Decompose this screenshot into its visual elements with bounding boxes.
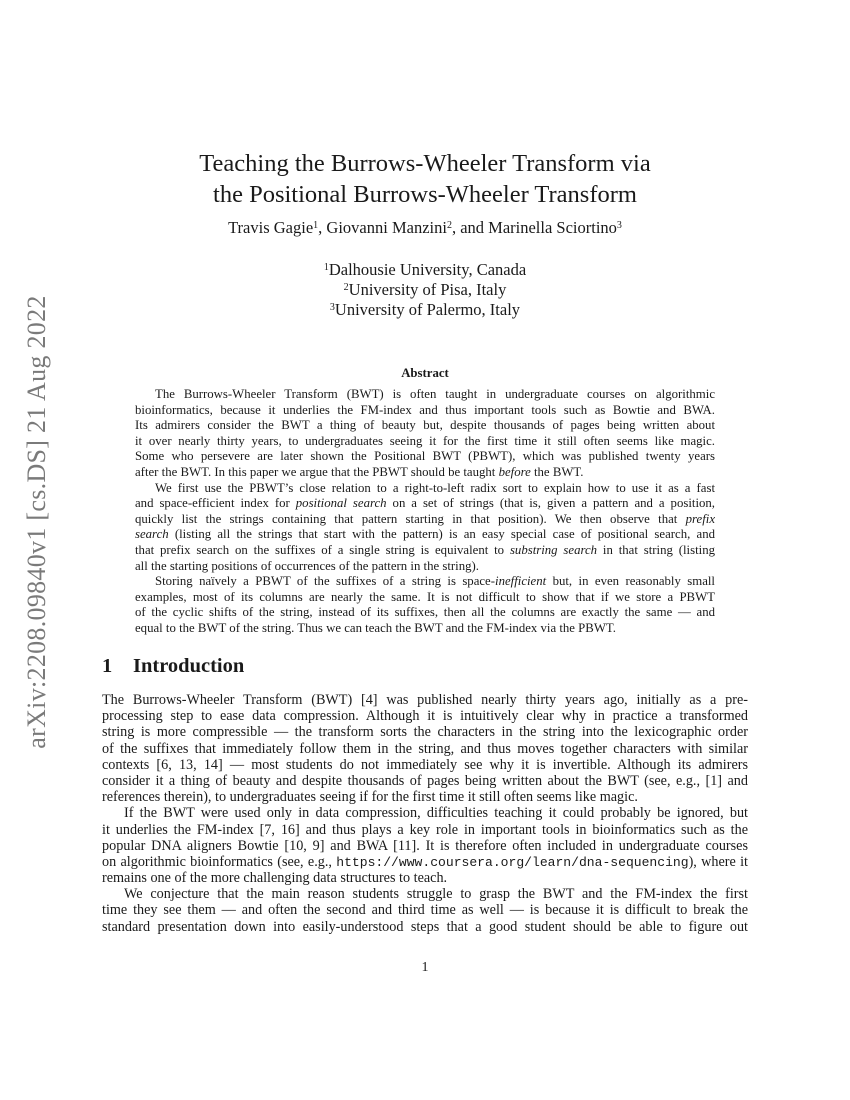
author-separator: , [318, 218, 327, 237]
text-span: quickly list the strings containing that pattern starting in that position). We then observe that [135, 511, 686, 526]
text-span: consider it a thing of beauty and despite thousands of pages being written about the BWT (see, e.g., [1] and [102, 772, 748, 789]
affiliation [100, 280, 750, 300]
section-title: Introduction [133, 655, 245, 677]
emphasis-text: positional search [295, 496, 387, 511]
text-span: time they see them — and often the second and third time as well — is because it is difficult to break the [102, 902, 748, 919]
author-name: Marinella Sciortino [488, 218, 617, 237]
text-span: of the cyclic shifts of the string, instead of its suffixes, then all the columns are exactly the same — and [135, 605, 715, 620]
paper-title [100, 148, 750, 210]
text-line [102, 708, 748, 724]
section-number: 1 [102, 655, 113, 677]
paragraph [102, 805, 748, 886]
text-line [135, 543, 715, 559]
text-span: processing step to ease data compression. Although it is intuitively clear why in practice a transformed [102, 708, 748, 725]
text-span: all the starting positions of occurrences of the pattern in the string). [135, 558, 479, 573]
abstract-text [135, 387, 715, 637]
affiliation-mark: 3 [616, 220, 622, 231]
text-span: remains one of the more challenging data structures to teach. [102, 870, 448, 887]
text-line [102, 822, 748, 838]
emphasis-text: prefix [685, 511, 715, 526]
text-line [102, 886, 748, 902]
text-line [102, 773, 748, 789]
affiliation-mark: 1 [323, 262, 329, 273]
text-span: We first use the PBWT’s close relation to a right-to-left radix sort to explain how to use it as a fast [155, 480, 715, 495]
paragraph [135, 387, 715, 481]
text-line [102, 854, 748, 870]
text-line [135, 434, 715, 450]
affiliation-mark: 1 [313, 220, 319, 231]
affiliation [100, 260, 750, 280]
emphasis-text: search [135, 527, 169, 542]
author-separator: , and [451, 218, 489, 237]
text-line [135, 418, 715, 434]
url-link[interactable]: https://www.coursera.org/learn/dna-sequencing [336, 854, 689, 870]
text-span: string is more compressible — the transform sorts the characters in the string into the lexicographic order [102, 724, 748, 741]
text-line [135, 527, 715, 543]
text-span: We conjecture that the main reason students struggle to grasp the BWT and the FM-index the first [124, 886, 748, 903]
text-line [102, 692, 748, 708]
text-span: (listing all the strings that start with the pattern) is an easy special case of positional search, and [168, 527, 715, 542]
affiliation-list [100, 260, 750, 320]
text-span: on a set of strings (that is, given a pattern and a position, [386, 496, 715, 511]
title-line: Teaching the Burrows-Wheeler Transform via [199, 150, 651, 177]
affiliation-name: Dalhousie University, Canada [328, 260, 527, 279]
text-span: Its admirers consider the BWT a thing of beauty but, despite thousands of pages being written about [135, 418, 715, 433]
text-line [102, 838, 748, 854]
affiliation-mark: 3 [329, 302, 335, 313]
paragraph [135, 481, 715, 575]
affiliation-name: University of Palermo, Italy [334, 300, 521, 319]
text-span: it underlies the FM-index [7, 16] and thus plays a key role in important tools in bioinformatics such as the [102, 821, 748, 838]
text-span: the BWT. [530, 464, 584, 479]
text-span: The Burrows-Wheeler Transform (BWT) is often taught in undergraduate courses on algorithmic [155, 387, 715, 401]
arxiv-identifier: arXiv:2208.09840v1 [cs.DS] 21 Aug 2022 [22, 295, 51, 749]
text-span: Storing naïvely a PBWT of the suffixes of a string is space- [155, 574, 496, 589]
text-line [102, 757, 748, 773]
author-name: Giovanni Manzini [326, 218, 447, 237]
text-line [102, 870, 748, 886]
title-line: the Positional Burrows-Wheeler Transform [213, 181, 637, 208]
text-line [135, 449, 715, 465]
text-span: on algorithmic bioinformatics (see, e.g., [102, 853, 337, 870]
text-line [135, 590, 715, 606]
text-line [135, 512, 715, 528]
text-span: references therein), to undergraduates seeing if for the first time it still often seems like magic. [102, 789, 638, 806]
text-line [135, 605, 715, 621]
text-span: popular DNA aligners Bowtie [10, 9] and BWA [11]. It is therefore often included in undergraduate courses [102, 837, 748, 854]
text-line [135, 559, 715, 575]
text-span: equal to the BWT of the string. Thus we can teach the BWT and the FM-index via the PBWT. [135, 620, 616, 635]
affiliation [100, 300, 750, 320]
emphasis-text: inefficient [495, 574, 547, 589]
affiliation-mark: 2 [343, 282, 349, 293]
text-line [135, 387, 715, 403]
emphasis-text: before [498, 464, 531, 479]
paragraph [135, 574, 715, 636]
page-number: 1 [421, 960, 429, 975]
text-span: contexts [6, 13, 14] — most students do not immediately see why it is invertible. Although its admirers [102, 756, 748, 773]
text-line [102, 789, 748, 805]
text-span: ), where it [688, 853, 748, 870]
text-line [135, 465, 715, 481]
text-line [102, 805, 748, 821]
section-heading [102, 655, 244, 678]
text-line [135, 621, 715, 637]
affiliation-name: University of Pisa, Italy [348, 280, 507, 299]
text-span: after the BWT. In this paper we argue that the PBWT should be taught [135, 464, 499, 479]
affiliation-mark: 2 [446, 220, 452, 231]
author-name: Travis Gagie [228, 218, 314, 237]
text-span: bioinformatics, because it underlies the FM-index and thus important tools such as Bowtie and BWA. [135, 402, 715, 417]
text-span: in that string (listing [597, 542, 715, 557]
text-span: and space-efficient index for [135, 496, 296, 511]
text-line [135, 496, 715, 512]
paragraph [102, 886, 748, 935]
text-line [102, 724, 748, 740]
paragraph [102, 692, 748, 805]
text-span: but, in even reasonably small [546, 574, 715, 589]
body-text [102, 692, 748, 935]
text-line [135, 481, 715, 497]
text-span: If the BWT were used only in data compression, difficulties teaching it could probably be ignored, but [124, 805, 748, 822]
text-span: Some who persevere are later shown the Positional BWT (PBWT), which was published twenty years [135, 449, 715, 464]
text-span: of the suffixes that immediately follow them in the string, and thus moves together characters with similar [102, 740, 748, 757]
text-line [135, 403, 715, 419]
text-span: The Burrows-Wheeler Transform (BWT) [4] was published nearly thirty years ago, initially as a pre- [102, 692, 748, 708]
text-span: standard presentation down into easily-understood steps that a good student should be able to figure out [102, 918, 748, 935]
abstract-heading: Abstract [401, 366, 449, 380]
text-line [135, 574, 715, 590]
text-span: it over nearly thirty years, to undergraduates seeing it for the first time it still often seems like magic. [135, 433, 715, 448]
text-line [102, 741, 748, 757]
text-line [102, 902, 748, 918]
text-line [102, 919, 748, 935]
text-span: examples, most of its columns are nearly the same. It is not difficult to show that if we store a PBWT [135, 589, 715, 604]
emphasis-text: substring search [509, 542, 598, 557]
text-span: that prefix search on the suffixes of a single string is equivalent to [135, 542, 510, 557]
author-list [100, 218, 750, 238]
